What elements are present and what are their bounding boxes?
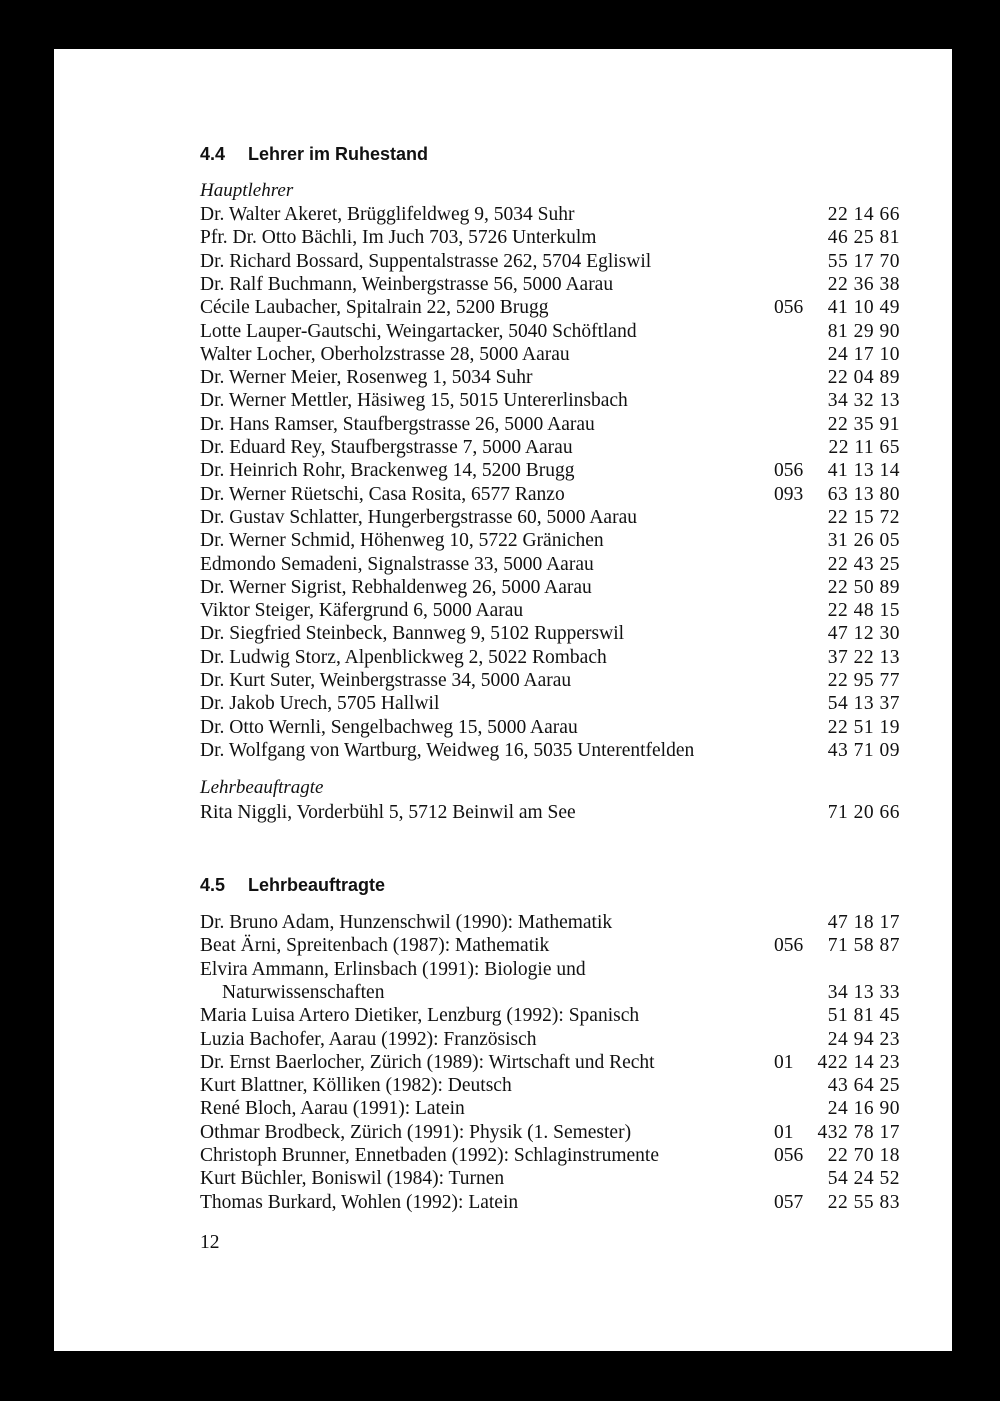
entry-phone: 47 18 17 [827, 912, 900, 933]
list-item [200, 203, 900, 226]
list-item [200, 413, 900, 436]
entry-name: Dr. Ralf Buchmann, Weinbergstrasse 56, 5000 Aarau [200, 273, 614, 295]
entry-phone: 71 20 66 [827, 802, 900, 823]
subheading-hauptlehrer: Hauptlehrer [200, 180, 294, 201]
page-number: 12 [200, 1232, 220, 1253]
list-item [200, 296, 900, 319]
list-item [200, 250, 900, 273]
list-item [200, 1004, 900, 1027]
entry-name: Dr. Wolfgang von Wartburg, Weidweg 16, 5035 Unterentfelden [200, 739, 695, 761]
entry-name: Viktor Steiger, Käfergrund 6, 5000 Aarau [200, 600, 524, 622]
section-number: 4.5 [200, 875, 226, 895]
entry-area-code: 01 [774, 1121, 794, 1143]
entry-name: Kurt Blattner, Kölliken (1982): Deutsch [200, 1075, 512, 1097]
entry-name: Elvira Ammann, Erlinsbach (1991): Biologie und [200, 958, 586, 980]
entry-phone: 22 43 25 [827, 553, 900, 575]
entry-area-code: 056 [774, 297, 804, 319]
entry-name: Dr. Gustav Schlatter, Hungerbergstrasse 60, 5000 Aarau [200, 506, 637, 528]
entry-name: Dr. Otto Wernli, Sengelbachweg 15, 5000 Aarau [200, 716, 578, 738]
list-item [200, 801, 900, 824]
list-item [200, 599, 900, 622]
entry-area-code: 01 [774, 1051, 794, 1073]
entry-name: Kurt Büchler, Boniswil (1984): Turnen [200, 1168, 505, 1190]
entry-name: Cécile Laubacher, Spitalrain 22, 5200 Brugg [200, 297, 549, 319]
entry-name: Dr. Werner Rüetschi, Casa Rosita, 6577 Ranzo [200, 483, 565, 505]
entry-phone: 432 78 17 [817, 1121, 900, 1143]
list-item [200, 389, 900, 412]
list-item [200, 739, 900, 762]
entry-phone: 22 48 15 [827, 600, 900, 622]
list-item [200, 576, 900, 599]
entry-name: Dr. Werner Schmid, Höhenweg 10, 5722 Gränichen [200, 530, 604, 552]
document-page [54, 49, 952, 1351]
entry-phone: 71 58 87 [827, 935, 900, 957]
entry-phone: 22 95 77 [827, 670, 900, 691]
entry-phone: 22 36 38 [827, 273, 900, 295]
entry-name: Dr. Hans Ramser, Staufbergstrasse 26, 5000 Aarau [200, 413, 595, 435]
entry-phone: 22 50 89 [827, 576, 900, 598]
list-item [200, 1191, 900, 1214]
section-heading-4-4 [200, 144, 428, 165]
entry-phone: 41 10 49 [827, 297, 900, 319]
entry-phone: 54 13 37 [827, 693, 900, 715]
entry-phone: 22 70 18 [827, 1145, 900, 1166]
entry-phone: 43 71 09 [827, 739, 900, 761]
entry-phone: 41 13 14 [827, 460, 900, 482]
list-item [200, 1167, 900, 1190]
list-item [200, 1097, 900, 1120]
entry-name: Luzia Bachofer, Aarau (1992): Französisch [200, 1028, 537, 1050]
entry-name: Beat Ärni, Spreitenbach (1987): Mathematik [200, 935, 550, 957]
entry-phone: 422 14 23 [817, 1051, 900, 1073]
entry-phone: 43 64 25 [827, 1075, 900, 1097]
list-item [200, 646, 900, 669]
entry-phone: 22 15 72 [827, 506, 900, 528]
list-item [200, 1074, 900, 1097]
entry-phone: 24 17 10 [827, 343, 900, 365]
list-item [200, 366, 900, 389]
entry-name: Rita Niggli, Vorderbühl 5, 5712 Beinwil am See [200, 802, 576, 823]
list-item [200, 716, 900, 739]
entry-name: Dr. Ernst Baerlocher, Zürich (1989): Wirtschaft und Recht [200, 1051, 655, 1073]
entry-phone: 34 32 13 [827, 390, 900, 412]
section-heading-4-5 [200, 875, 385, 896]
list-item [200, 436, 900, 459]
entry-name: Naturwissenschaften [222, 981, 385, 1003]
list-item [200, 483, 900, 506]
entry-name: Edmondo Semadeni, Signalstrasse 33, 5000 Aarau [200, 553, 594, 575]
entry-name: Dr. Werner Mettler, Häsiweg 15, 5015 Untererlinsbach [200, 390, 628, 412]
entry-name: Dr. Walter Akeret, Brügglifeldweg 9, 5034 Suhr [200, 204, 575, 225]
entry-phone: 54 24 52 [827, 1168, 900, 1190]
list-item [200, 622, 900, 645]
entry-phone: 22 14 66 [827, 204, 900, 225]
entry-name: Pfr. Dr. Otto Bächli, Im Juch 703, 5726 Unterkulm [200, 227, 597, 249]
entry-name: Dr. Werner Meier, Rosenweg 1, 5034 Suhr [200, 367, 533, 389]
section-title: Lehrer im Ruhestand [248, 144, 429, 164]
list-item [200, 529, 900, 552]
entry-name: Thomas Burkard, Wohlen (1992): Latein [200, 1191, 519, 1213]
entry-area-code: 056 [774, 935, 804, 957]
entry-phone: 51 81 45 [827, 1005, 900, 1027]
entry-name: Dr. Werner Sigrist, Rebhaldenweg 26, 5000 Aarau [200, 576, 592, 598]
list-item [200, 226, 900, 249]
entry-name: Dr. Eduard Rey, Staufbergstrasse 7, 5000 Aarau [200, 437, 573, 458]
entry-phone: 22 55 83 [827, 1191, 900, 1213]
entry-name: Dr. Siegfried Steinbeck, Bannweg 9, 5102 Rupperswil [200, 623, 625, 645]
entry-phone: 46 25 81 [827, 227, 900, 249]
entry-phone: 24 16 90 [827, 1098, 900, 1120]
entry-name: Christoph Brunner, Ennetbaden (1992): Schlaginstrumente [200, 1145, 660, 1166]
entry-name: Dr. Kurt Suter, Weinbergstrasse 34, 5000 Aarau [200, 670, 572, 691]
list-item [200, 1144, 900, 1167]
list-item [200, 273, 900, 296]
entry-phone: 22 11 65 [828, 437, 900, 458]
list-item [200, 911, 900, 934]
list-item [200, 343, 900, 366]
entry-phone: 55 17 70 [827, 250, 900, 272]
entry-area-code: 093 [774, 483, 804, 505]
entry-phone: 47 12 30 [827, 623, 900, 645]
entry-name: Dr. Bruno Adam, Hunzenschwil (1990): Mathematik [200, 912, 613, 933]
entry-phone: 81 29 90 [827, 320, 900, 342]
entry-phone: 24 94 23 [827, 1028, 900, 1050]
entry-phone: 22 35 91 [827, 413, 900, 435]
entry-phone: 22 04 89 [827, 367, 900, 389]
entry-phone: 34 13 33 [827, 981, 900, 1003]
entry-name: Dr. Heinrich Rohr, Brackenweg 14, 5200 Brugg [200, 460, 575, 482]
entry-name: Dr. Richard Bossard, Suppentalstrasse 262, 5704 Egliswil [200, 250, 652, 272]
entry-phone: 31 26 05 [827, 530, 900, 552]
entry-name: Maria Luisa Artero Dietiker, Lenzburg (1992): Spanisch [200, 1005, 640, 1027]
list-item [200, 320, 900, 343]
entry-phone: 22 51 19 [827, 716, 900, 738]
list-item [200, 669, 900, 692]
entry-phone: 37 22 13 [827, 646, 900, 668]
entry-name: Dr. Ludwig Storz, Alpenblickweg 2, 5022 Rombach [200, 646, 607, 668]
entry-area-code: 056 [774, 1145, 804, 1166]
subheading-lehrbeauftragte: Lehrbeauftragte [200, 777, 324, 798]
list-item [200, 981, 900, 1004]
entry-area-code: 056 [774, 460, 804, 482]
list-item [200, 934, 900, 957]
entry-area-code: 057 [774, 1191, 804, 1213]
list-item [200, 459, 900, 482]
list-item [200, 1051, 900, 1074]
list-item [200, 692, 900, 715]
entry-name: Lotte Lauper-Gautschi, Weingartacker, 5040 Schöftland [200, 320, 637, 342]
list-item [200, 1028, 900, 1051]
entry-phone: 63 13 80 [827, 483, 900, 505]
section-title: Lehrbeauftragte [248, 875, 386, 895]
list-item [200, 958, 900, 981]
entry-name: Othmar Brodbeck, Zürich (1991): Physik (1. Semester) [200, 1121, 632, 1143]
list-item [200, 1121, 900, 1144]
section-number: 4.4 [200, 144, 226, 164]
entry-name: Dr. Jakob Urech, 5705 Hallwil [200, 693, 440, 715]
list-item [200, 506, 900, 529]
entry-name: Walter Locher, Oberholzstrasse 28, 5000 Aarau [200, 343, 570, 365]
list-item [200, 553, 900, 576]
entry-name: René Bloch, Aarau (1991): Latein [200, 1098, 465, 1120]
